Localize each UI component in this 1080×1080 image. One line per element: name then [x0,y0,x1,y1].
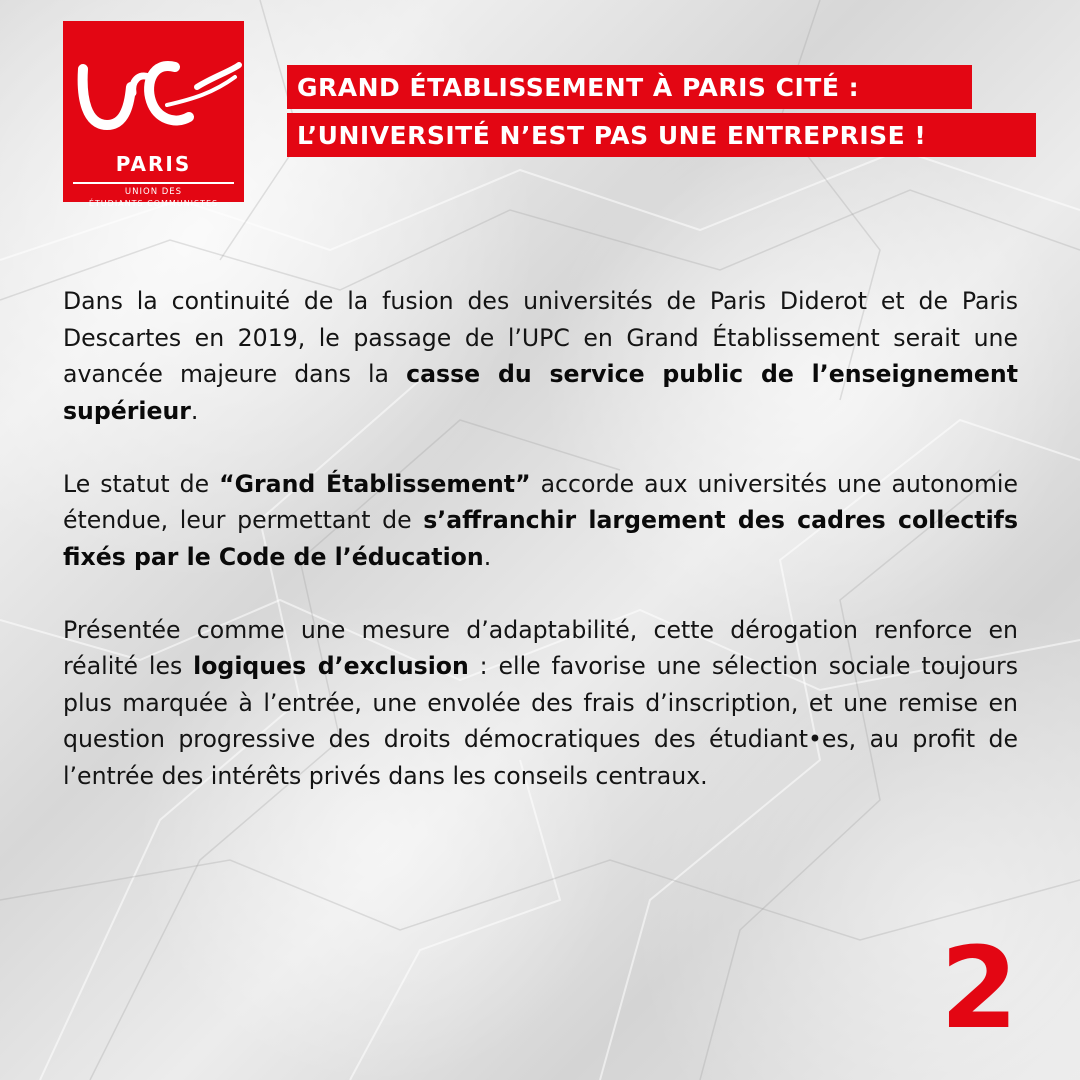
logo-city-label: PARIS [115,152,192,176]
logo-subtitle-line1: UNION DES [124,187,183,197]
paragraph-1-emphasis: casse du service public de l’enseignement supérieur [63,360,1018,425]
article-body [63,283,1018,831]
paragraph-1-text: Dans la continuité de la fusion des universités de Paris Diderot et de Paris Descartes en 2019, le passage de l’UPC en Grand Établissement serait une avancée majeure dans la [63,287,1018,388]
paragraph-2-end: . [483,542,492,571]
paragraph-2-text-b: accorde aux universités une autonomie étendue, leur permettant de [63,469,1018,534]
logo-divider [73,182,234,184]
logo-subtitle-line2: ÉTUDIANTS COMMUNISTES [88,199,219,208]
page-headline [287,65,1036,157]
paragraph-1-end: . [190,396,199,425]
paragraph-2-text-a: Le statut de [63,469,220,498]
paragraph-3 [63,612,1018,795]
uec-paris-logo [63,21,244,208]
paragraph-3-text-a: Présentée comme une mesure d’adaptabilité, cette dérogation renforce en réalité les [63,615,1018,680]
uec-logo-mark-icon [63,21,244,151]
headline-line-2: L’UNIVERSITÉ N’EST PAS UNE ENTREPRISE ! [287,113,1036,157]
paragraph-1 [63,283,1018,429]
headline-line-1: GRAND ÉTABLISSEMENT À PARIS CITÉ : [287,65,972,109]
paragraph-3-emphasis: logiques d’exclusion [193,652,469,680]
page-number: 2 [940,924,1018,1054]
paragraph-2-emphasis-a: “Grand Établissement” [219,469,531,498]
paragraph-3-text-b: : elle favorise une sélection sociale toujours plus marquée à l’entrée, une envolée des frais d’inscription, et une remise en question progressive des droits démocratiques des étudiant•es, au profit de l’entrée des intérêts privés dans les conseils centraux. [63,652,1019,790]
paragraph-2-emphasis-b: s’affranchir largement des cadres collectifs fixés par le Code de l’éducation [63,506,1018,571]
paragraph-2 [63,466,1018,576]
